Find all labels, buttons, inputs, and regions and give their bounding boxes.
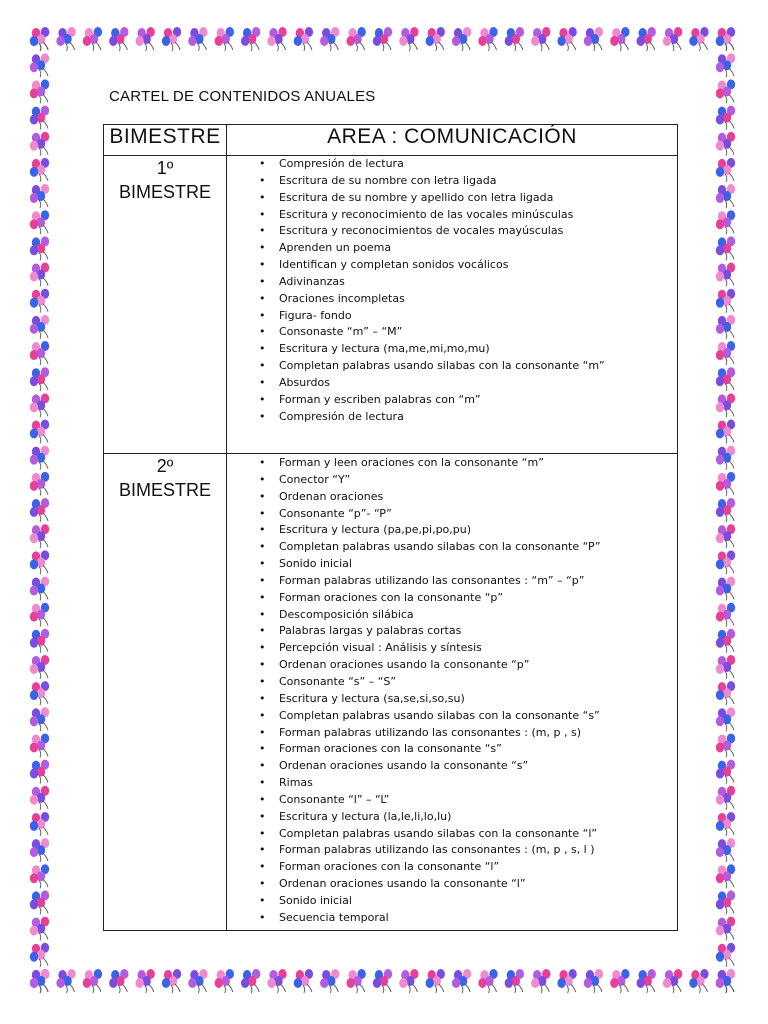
balloon-cluster-icon — [30, 969, 49, 993]
balloon-cluster-icon — [557, 27, 576, 51]
balloon-cluster-icon — [30, 315, 49, 339]
balloon-cluster-icon — [399, 969, 418, 993]
balloon-cluster-icon — [135, 27, 154, 51]
bimestre-number: 1º — [156, 158, 174, 178]
balloon-cluster-icon — [30, 184, 49, 208]
balloon-cluster-icon — [30, 210, 49, 234]
balloon-cluster-icon — [716, 341, 735, 365]
balloon-cluster-icon — [716, 655, 735, 679]
balloon-cluster-icon — [30, 629, 49, 653]
list-item: • Sonido inicial — [251, 893, 677, 910]
balloon-border-right — [714, 26, 740, 994]
header-area: AREA : COMUNICACIÓN — [227, 125, 678, 156]
list-item: • Escritura y lectura (la,le,li,lo,lu) — [251, 809, 677, 826]
balloon-cluster-icon — [716, 263, 735, 287]
balloon-cluster-icon — [30, 576, 49, 600]
list-item: • Conector “Y” — [251, 472, 677, 489]
contents-list — [227, 156, 677, 426]
balloon-cluster-icon — [30, 864, 49, 888]
balloon-cluster-icon — [505, 969, 524, 993]
balloon-cluster-icon — [716, 420, 735, 444]
balloon-cluster-icon — [30, 760, 49, 784]
balloon-cluster-icon — [716, 707, 735, 731]
balloon-cluster-icon — [241, 969, 260, 993]
list-item: • Escritura y reconocimiento de las vocales minúsculas — [251, 207, 677, 224]
balloon-cluster-icon — [294, 27, 313, 51]
balloon-cluster-icon — [83, 27, 102, 51]
balloon-cluster-icon — [30, 838, 49, 862]
balloon-cluster-icon — [267, 969, 286, 993]
list-item: • Consonante “s” – “S” — [251, 674, 677, 691]
balloon-cluster-icon — [30, 550, 49, 574]
balloon-cluster-icon — [716, 917, 735, 941]
list-item: • Ordenan oraciones usando la consonante “l” — [251, 876, 677, 893]
balloon-cluster-icon — [716, 603, 735, 627]
list-item: • Forman oraciones con la consonante “p” — [251, 590, 677, 607]
balloon-cluster-icon — [663, 27, 682, 51]
balloon-cluster-icon — [505, 27, 524, 51]
list-item: • Ordenan oraciones usando la consonante “p” — [251, 657, 677, 674]
balloon-cluster-icon — [56, 969, 75, 993]
balloon-cluster-icon — [716, 760, 735, 784]
list-item: • Completan palabras usando silabas con la consonante “s” — [251, 708, 677, 725]
balloon-cluster-icon — [610, 969, 629, 993]
list-item: • Consonante “p”- “P” — [251, 506, 677, 523]
list-item: • Forman palabras utilizando las consonantes : “m” – “p” — [251, 573, 677, 590]
list-item: • Compresión de lectura — [251, 156, 677, 173]
balloon-cluster-icon — [30, 707, 49, 731]
balloon-cluster-icon — [478, 27, 497, 51]
balloon-cluster-icon — [716, 236, 735, 260]
list-item: • Adivinanzas — [251, 274, 677, 291]
list-item: • Forman y escriben palabras con “m” — [251, 392, 677, 409]
balloon-cluster-icon — [320, 969, 339, 993]
balloon-cluster-icon — [188, 969, 207, 993]
balloon-cluster-icon — [30, 524, 49, 548]
balloon-cluster-icon — [162, 969, 181, 993]
balloon-cluster-icon — [716, 315, 735, 339]
balloon-cluster-icon — [716, 550, 735, 574]
balloon-cluster-icon — [689, 27, 708, 51]
list-item: • Ordenan oraciones usando la consonante “s” — [251, 758, 677, 775]
balloon-cluster-icon — [30, 655, 49, 679]
balloon-cluster-icon — [716, 629, 735, 653]
list-item: • Completan palabras usando silabas con la consonante “P” — [251, 539, 677, 556]
list-item: • Forman oraciones con la consonante “s” — [251, 741, 677, 758]
list-item: • Completan palabras usando silabas con la consonante “m” — [251, 358, 677, 375]
balloon-cluster-icon — [452, 27, 471, 51]
list-item: • Forman palabras utilizando las consonantes : (m, p , s, l ) — [251, 842, 677, 859]
balloon-cluster-icon — [373, 969, 392, 993]
balloon-cluster-icon — [30, 917, 49, 941]
balloon-cluster-icon — [30, 132, 49, 156]
balloon-cluster-icon — [30, 27, 49, 51]
balloon-cluster-icon — [663, 969, 682, 993]
balloon-cluster-icon — [56, 27, 75, 51]
balloon-cluster-icon — [30, 236, 49, 260]
balloon-cluster-icon — [531, 969, 550, 993]
balloon-cluster-icon — [426, 27, 445, 51]
contents-cell — [227, 156, 678, 454]
list-item: • Forman y leen oraciones con la consonante “m” — [251, 455, 677, 472]
content-table — [103, 124, 678, 931]
balloon-cluster-icon — [30, 603, 49, 627]
balloon-cluster-icon — [716, 681, 735, 705]
bimestre-cell — [104, 156, 227, 454]
list-item: • Completan palabras usando silabas con la consonante “l” — [251, 826, 677, 843]
balloon-cluster-icon — [716, 890, 735, 914]
balloon-cluster-icon — [294, 969, 313, 993]
balloon-cluster-icon — [637, 27, 656, 51]
balloon-cluster-icon — [689, 969, 708, 993]
balloon-cluster-icon — [531, 27, 550, 51]
balloon-cluster-icon — [716, 498, 735, 522]
balloon-cluster-icon — [320, 27, 339, 51]
table-row — [104, 156, 678, 454]
list-item: • Escritura de su nombre y apellido con letra ligada — [251, 190, 677, 207]
list-item: • Forman palabras utilizando las consonantes : (m, p , s) — [251, 725, 677, 742]
balloon-cluster-icon — [30, 367, 49, 391]
balloon-cluster-icon — [716, 210, 735, 234]
list-item: • Escritura de su nombre con letra ligada — [251, 173, 677, 190]
balloon-cluster-icon — [716, 367, 735, 391]
balloon-cluster-icon — [716, 786, 735, 810]
list-item: • Descomposición silábica — [251, 607, 677, 624]
balloon-cluster-icon — [716, 943, 735, 967]
balloon-cluster-icon — [346, 969, 365, 993]
balloon-cluster-icon — [373, 27, 392, 51]
balloon-cluster-icon — [716, 969, 735, 993]
balloon-cluster-icon — [584, 27, 603, 51]
balloon-cluster-icon — [716, 79, 735, 103]
balloon-cluster-icon — [716, 132, 735, 156]
balloon-cluster-icon — [135, 969, 154, 993]
balloon-cluster-icon — [30, 289, 49, 313]
bimestre-cell — [104, 454, 227, 931]
balloon-cluster-icon — [716, 53, 735, 77]
balloon-cluster-icon — [478, 969, 497, 993]
balloon-cluster-icon — [109, 27, 128, 51]
list-item: • Escritura y lectura (ma,me,mi,mo,mu) — [251, 341, 677, 358]
balloon-cluster-icon — [716, 524, 735, 548]
balloon-cluster-icon — [716, 184, 735, 208]
balloon-cluster-icon — [30, 106, 49, 130]
balloon-cluster-icon — [30, 420, 49, 444]
balloon-cluster-icon — [30, 786, 49, 810]
balloon-cluster-icon — [346, 27, 365, 51]
balloon-cluster-icon — [30, 53, 49, 77]
balloon-cluster-icon — [716, 864, 735, 888]
list-item: • Figura- fondo — [251, 308, 677, 325]
list-item: • Aprenden un poema — [251, 240, 677, 257]
contents-cell — [227, 454, 678, 931]
list-item: • Escritura y lectura (sa,se,si,so,su) — [251, 691, 677, 708]
balloon-cluster-icon — [215, 27, 234, 51]
balloon-cluster-icon — [30, 812, 49, 836]
balloon-cluster-icon — [30, 733, 49, 757]
balloon-cluster-icon — [716, 446, 735, 470]
list-item: • Consonaste “m” – “M” — [251, 324, 677, 341]
bimestre-label: BIMESTRE — [118, 480, 211, 500]
balloon-cluster-icon — [716, 733, 735, 757]
list-item: • Palabras largas y palabras cortas — [251, 623, 677, 640]
list-item: • Absurdos — [251, 375, 677, 392]
balloon-cluster-icon — [716, 393, 735, 417]
balloon-cluster-icon — [83, 969, 102, 993]
bimestre-label: BIMESTRE — [118, 182, 211, 202]
list-item: • Oraciones incompletas — [251, 291, 677, 308]
balloon-cluster-icon — [30, 263, 49, 287]
balloon-cluster-icon — [215, 969, 234, 993]
list-item: • Percepción visual : Análisis y síntesis — [251, 640, 677, 657]
balloon-cluster-icon — [584, 969, 603, 993]
table-header-row — [104, 125, 678, 156]
balloon-cluster-icon — [716, 106, 735, 130]
balloon-cluster-icon — [188, 27, 207, 51]
balloon-cluster-icon — [716, 576, 735, 600]
balloon-cluster-icon — [30, 498, 49, 522]
balloon-cluster-icon — [426, 969, 445, 993]
balloon-cluster-icon — [109, 969, 128, 993]
balloon-cluster-icon — [557, 969, 576, 993]
list-item: • Escritura y reconocimientos de vocales mayúsculas — [251, 223, 677, 240]
balloon-border-left — [28, 26, 54, 994]
balloon-cluster-icon — [30, 943, 49, 967]
balloon-cluster-icon — [716, 812, 735, 836]
balloon-cluster-icon — [716, 472, 735, 496]
list-item: • Forman oraciones con la consonante “l” — [251, 859, 677, 876]
balloon-cluster-icon — [241, 27, 260, 51]
document-title: CARTEL DE CONTENIDOS ANUALES — [109, 88, 376, 105]
balloon-cluster-icon — [30, 472, 49, 496]
balloon-cluster-icon — [452, 969, 471, 993]
balloon-border-top — [28, 26, 740, 52]
contents-list — [227, 454, 677, 927]
balloon-cluster-icon — [30, 79, 49, 103]
list-item: • Consonante “l” – “L” — [251, 792, 677, 809]
list-item: • Identifican y completan sonidos vocálicos — [251, 257, 677, 274]
balloon-cluster-icon — [30, 393, 49, 417]
balloon-cluster-icon — [399, 27, 418, 51]
balloon-cluster-icon — [716, 27, 735, 51]
list-item: • Ordenan oraciones — [251, 489, 677, 506]
balloon-cluster-icon — [716, 838, 735, 862]
list-item: • Secuencia temporal — [251, 910, 677, 927]
bimestre-number: 2º — [156, 456, 174, 476]
balloon-cluster-icon — [162, 27, 181, 51]
balloon-cluster-icon — [30, 446, 49, 470]
balloon-cluster-icon — [716, 158, 735, 182]
list-item: • Compresión de lectura — [251, 409, 677, 426]
balloon-cluster-icon — [30, 158, 49, 182]
list-item: • Sonido inicial — [251, 556, 677, 573]
list-item: • Escritura y lectura (pa,pe,pi,po,pu) — [251, 522, 677, 539]
balloon-cluster-icon — [30, 890, 49, 914]
balloon-cluster-icon — [30, 341, 49, 365]
balloon-border-bottom — [28, 968, 740, 994]
balloon-cluster-icon — [610, 27, 629, 51]
header-bimestre: BIMESTRE — [104, 125, 227, 156]
balloon-cluster-icon — [716, 289, 735, 313]
list-item: • Rimas — [251, 775, 677, 792]
table-row — [104, 454, 678, 931]
balloon-cluster-icon — [637, 969, 656, 993]
balloon-cluster-icon — [267, 27, 286, 51]
balloon-cluster-icon — [30, 681, 49, 705]
